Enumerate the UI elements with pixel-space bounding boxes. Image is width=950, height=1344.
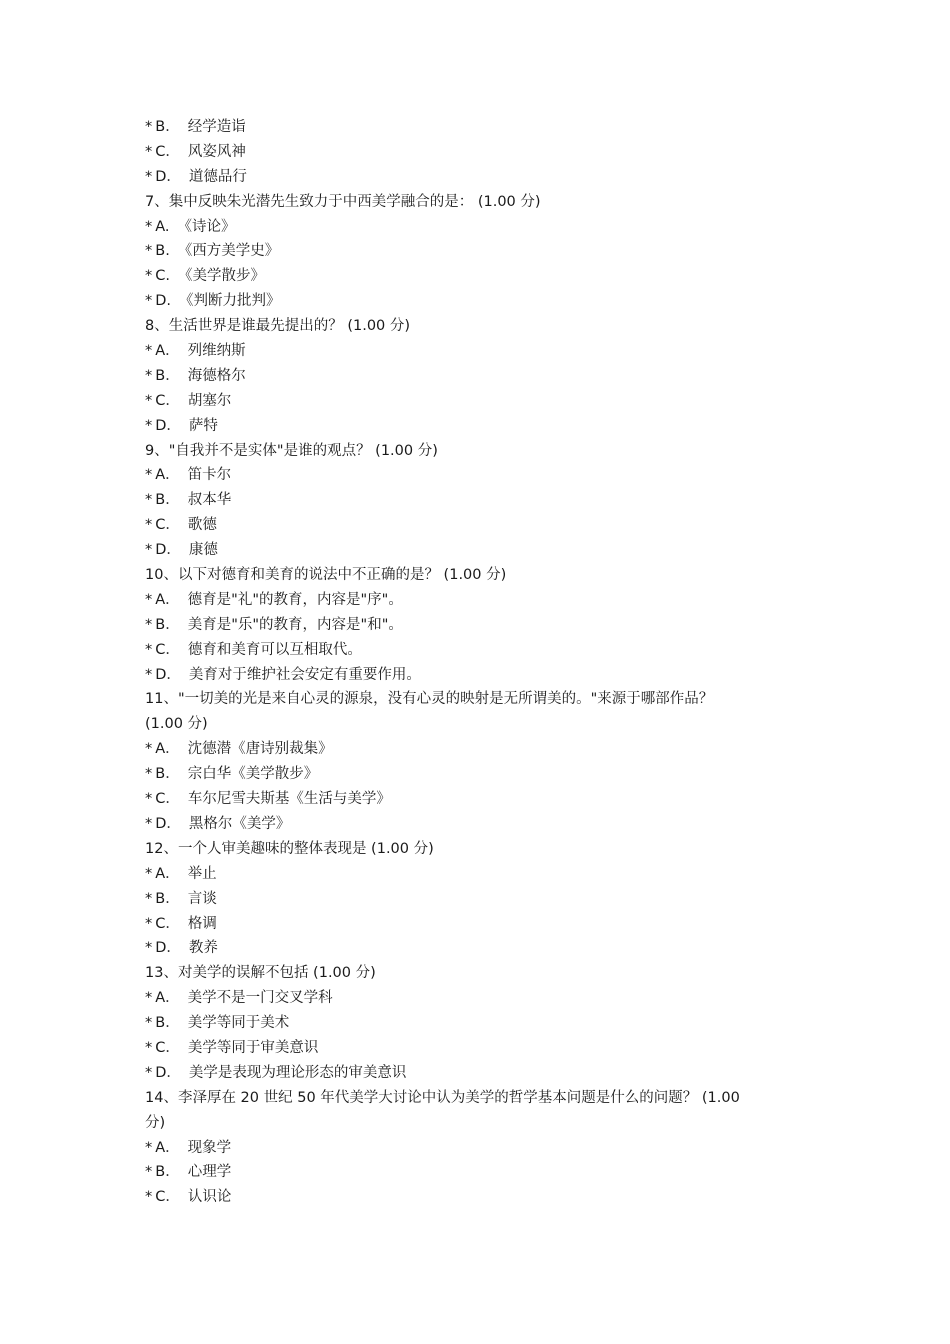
bullet-star: * [145, 741, 153, 758]
option-letter: B． [155, 367, 180, 384]
option-text: 沈德潜《唐诗别裁集》 [187, 741, 333, 758]
option-text: 康德 [188, 542, 218, 559]
bullet-star: * [145, 666, 153, 683]
option-text: 《美学散步》 [177, 268, 265, 285]
bullet-star: * [145, 243, 153, 260]
bullet-star: * [145, 218, 153, 235]
answer-option [145, 986, 815, 1011]
bullet-star: * [145, 940, 153, 957]
answer-option [145, 264, 815, 289]
option-text: 美育是"乐"的教育，内容是"和"。 [187, 616, 403, 633]
bullet-star: * [145, 990, 153, 1007]
answer-option [145, 239, 815, 264]
option-letter: C． [155, 517, 180, 534]
option-letter: D． [155, 815, 181, 832]
bullet-star: * [145, 815, 153, 832]
question-text: 7、集中反映朱光潜先生致力于中西美学融合的是： (1.00 分) [145, 193, 541, 210]
option-letter: A． [155, 1139, 180, 1156]
option-text: 列维纳斯 [187, 343, 246, 360]
option-letter: A． [155, 865, 180, 882]
answer-option [145, 887, 815, 912]
bullet-star: * [145, 119, 153, 135]
option-letter: D． [155, 542, 181, 559]
option-text: 风姿风神 [187, 143, 246, 160]
bullet-star: * [145, 641, 153, 658]
option-letter: D． [155, 168, 181, 185]
option-text: 格调 [187, 915, 217, 932]
answer-option [145, 638, 815, 663]
question-text: 10、以下对德育和美育的说法中不正确的是？ (1.00 分) [145, 567, 507, 584]
document-page [145, 115, 815, 1210]
option-text: 胡塞尔 [187, 392, 232, 409]
answer-option [145, 140, 815, 165]
answer-option [145, 1160, 815, 1185]
answer-option [145, 538, 815, 563]
answer-option [145, 389, 815, 414]
option-text: 德育是"礼"的教育，内容是"序"。 [187, 591, 403, 608]
question-text: 分) [145, 1114, 166, 1131]
answer-option [145, 289, 815, 314]
bullet-star: * [145, 1015, 153, 1032]
bullet-star: * [145, 1039, 153, 1056]
option-text: 言谈 [187, 890, 217, 907]
option-text: 《西方美学史》 [177, 243, 280, 260]
option-text: 现象学 [187, 1139, 232, 1156]
question-text: 9、"自我并不是实体"是谁的观点？ (1.00 分) [145, 442, 438, 459]
option-letter: B． [155, 492, 180, 509]
option-letter: A． [155, 343, 180, 360]
answer-option [145, 787, 815, 812]
option-letter: A. [155, 218, 170, 235]
bullet-star: * [145, 1139, 153, 1156]
answer-option [145, 488, 815, 513]
option-text: 教养 [188, 940, 218, 957]
option-text: 美学等同于美术 [187, 1015, 290, 1032]
option-text: 美学等同于审美意识 [187, 1039, 319, 1056]
option-letter: D． [155, 1064, 181, 1081]
answer-option [145, 1061, 815, 1086]
bullet-star: * [145, 890, 153, 907]
option-text: 《诗论》 [177, 218, 236, 235]
option-letter: A． [155, 741, 180, 758]
bullet-star: * [145, 791, 153, 808]
bullet-star: * [145, 392, 153, 409]
option-text: 德育和美育可以互相取代。 [187, 641, 362, 658]
answer-option [145, 1136, 815, 1161]
option-letter: A． [155, 990, 180, 1007]
option-letter: C． [155, 392, 180, 409]
option-text: 认识论 [187, 1189, 232, 1206]
option-letter: B． [155, 1164, 180, 1181]
option-letter: C． [155, 1189, 180, 1206]
option-text: 心理学 [187, 1164, 232, 1181]
option-letter: B． [155, 1015, 180, 1032]
answer-option [145, 414, 815, 439]
bullet-star: * [145, 766, 153, 783]
option-letter: B. [155, 243, 170, 260]
bullet-star: * [145, 367, 153, 384]
option-letter: D． [155, 417, 181, 434]
answer-option [145, 737, 815, 762]
option-letter: A． [155, 591, 180, 608]
question-text: 11、"一切美的光是来自心灵的源泉，没有心灵的映射是无所谓美的。"来源于哪部作品？ [145, 691, 714, 708]
answer-option [145, 1036, 815, 1061]
answer-option [145, 165, 815, 190]
option-letter: C． [155, 143, 180, 160]
question-text: (1.00 分) [145, 716, 208, 733]
answer-option [145, 762, 815, 787]
bullet-star: * [145, 1189, 153, 1206]
option-letter: C． [155, 1039, 180, 1056]
bullet-star: * [145, 1064, 153, 1081]
answer-option [145, 339, 815, 364]
question-text: 12、一个人审美趣味的整体表现是 (1.00 分) [145, 840, 434, 857]
option-text: 道德品行 [188, 168, 247, 185]
answer-option [145, 588, 815, 613]
answer-option [145, 912, 815, 937]
bullet-star: * [145, 915, 153, 932]
answer-option [145, 215, 815, 240]
option-letter: C. [155, 268, 170, 285]
option-letter: D． [155, 940, 181, 957]
option-letter: B． [155, 616, 180, 633]
bullet-star: * [145, 143, 153, 160]
answer-option [145, 1011, 815, 1036]
option-text: 宗白华《美学散步》 [187, 766, 319, 783]
option-text: 海德格尔 [187, 367, 246, 384]
answer-option [145, 115, 815, 140]
option-letter: D． [155, 666, 181, 683]
option-text: 萨特 [188, 417, 218, 434]
bullet-star: * [145, 865, 153, 882]
bullet-star: * [145, 417, 153, 434]
option-letter: B． [155, 766, 180, 783]
bullet-star: * [145, 591, 153, 608]
option-text: 经学造诣 [187, 119, 246, 135]
option-text: 美学是表现为理论形态的审美意识 [188, 1064, 407, 1081]
answer-option [145, 513, 815, 538]
option-text: 黑格尔《美学》 [188, 815, 291, 832]
bullet-star: * [145, 616, 153, 633]
option-text: 举止 [187, 865, 217, 882]
bullet-star: * [145, 517, 153, 534]
answer-option [145, 936, 815, 961]
answer-option [145, 663, 815, 688]
bullet-star: * [145, 1164, 153, 1181]
option-text: 美学不是一门交叉学科 [187, 990, 333, 1007]
bullet-star: * [145, 542, 153, 559]
question-text: 8、生活世界是谁最先提出的？ (1.00 分) [145, 318, 411, 335]
answer-option [145, 463, 815, 488]
option-text: 《判断力批判》 [179, 293, 281, 310]
bullet-star: * [145, 492, 153, 509]
option-text: 笛卡尔 [187, 467, 232, 484]
answer-option [145, 613, 815, 638]
bullet-star: * [145, 467, 153, 484]
answer-option [145, 812, 815, 837]
answer-option [145, 1185, 815, 1210]
bullet-star: * [145, 343, 153, 360]
bullet-star: * [145, 293, 153, 310]
option-text: 美育对于维护社会安定有重要作用。 [188, 666, 421, 683]
option-letter: A． [155, 467, 180, 484]
option-letter: B． [155, 890, 180, 907]
option-letter: C． [155, 641, 180, 658]
option-letter: C． [155, 915, 180, 932]
option-letter: D. [155, 293, 172, 310]
answer-option [145, 364, 815, 389]
question-text: 14、李泽厚在 20 世纪 50 年代美学大讨论中认为美学的哲学基本问题是什么的问题？ (1.00 [145, 1089, 740, 1106]
bullet-star: * [145, 268, 153, 285]
option-text: 叔本华 [187, 492, 232, 509]
answer-option [145, 862, 815, 887]
option-text: 车尔尼雪夫斯基《生活与美学》 [187, 791, 391, 808]
option-letter: C． [155, 791, 180, 808]
option-letter: B． [155, 119, 180, 135]
bullet-star: * [145, 168, 153, 185]
question-text: 13、对美学的误解不包括 (1.00 分) [145, 965, 376, 982]
option-text: 歌德 [187, 517, 217, 534]
